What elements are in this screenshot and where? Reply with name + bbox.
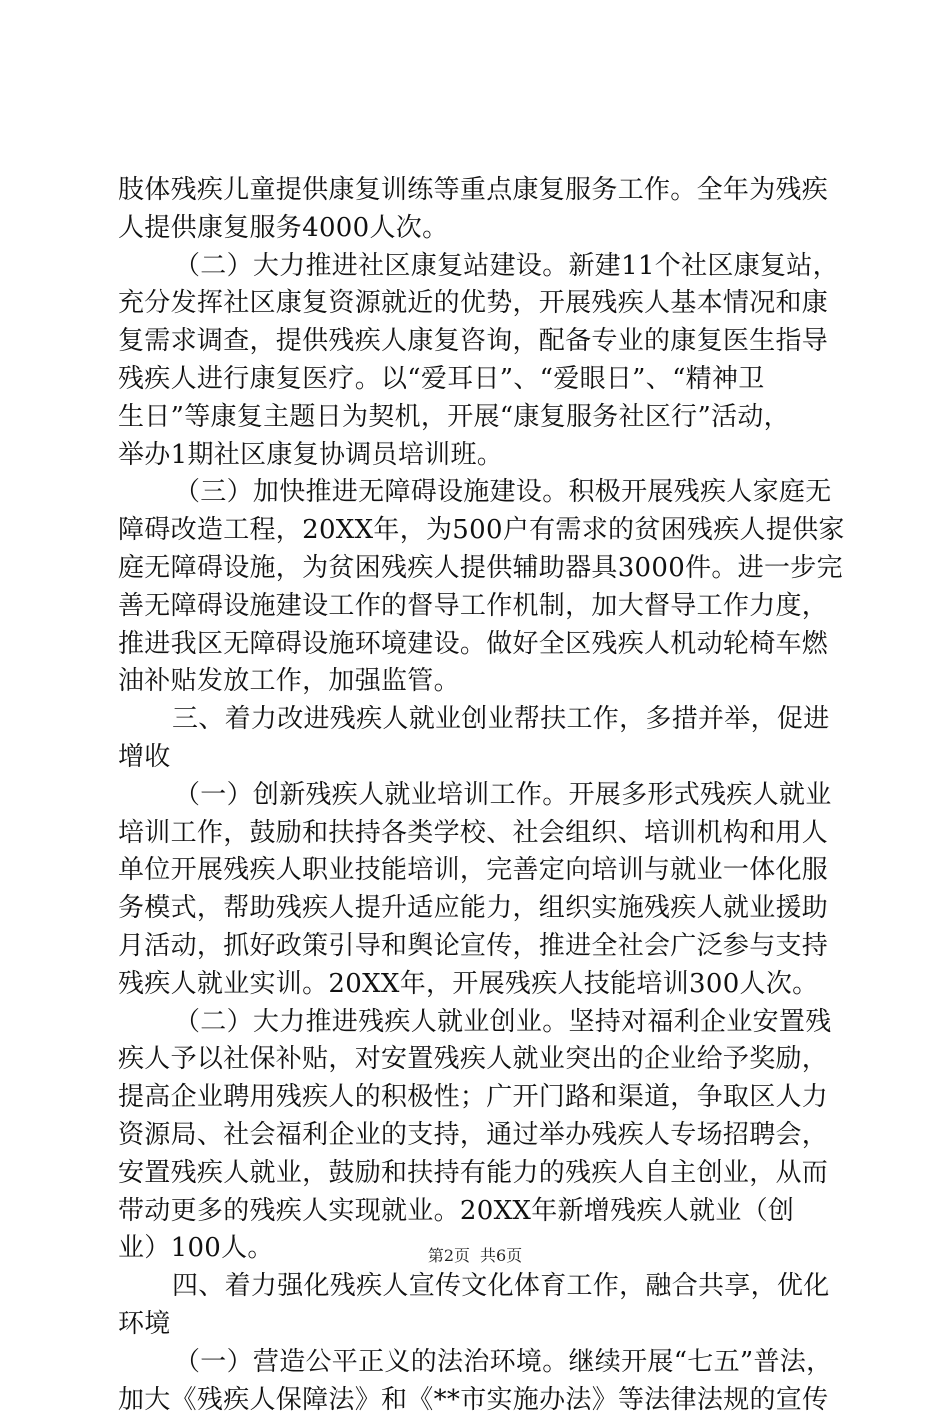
section-heading-line: 三、着力改进残疾人就业创业帮扶工作，多措并举，促进 xyxy=(118,701,834,739)
text-line: 肢体残疾儿童提供康复训练等重点康复服务工作。全年为残疾 xyxy=(118,172,834,210)
text-line: 人提供康复服务4000人次。 xyxy=(118,210,834,248)
section-heading-line: 环境 xyxy=(118,1306,834,1344)
text-line: 培训工作，鼓励和扶持各类学校、社会组织、培训机构和用人 xyxy=(118,815,834,853)
section-heading-line: 四、着力强化残疾人宣传文化体育工作，融合共享，优化 xyxy=(118,1268,834,1306)
page-number: 第2页 xyxy=(428,1246,470,1266)
text-line: 疾人予以社保补贴，对安置残疾人就业突出的企业给予奖励， xyxy=(118,1041,834,1079)
text-line: 月活动，抓好政策引导和舆论宣传，推进全社会广泛参与支持 xyxy=(118,928,834,966)
text-line: 推进我区无障碍设施环境建设。做好全区残疾人机动轮椅车燃 xyxy=(118,626,834,664)
text-line: 提高企业聘用残疾人的积极性；广开门路和渠道，争取区人力 xyxy=(118,1079,834,1117)
paragraph-start-line: （一）创新残疾人就业培训工作。开展多形式残疾人就业 xyxy=(118,777,834,815)
text-line: 充分发挥社区康复资源就近的优势，开展残疾人基本情况和康 xyxy=(118,285,834,323)
text-line: 加大《残疾人保障法》和《**市实施办法》等法律法规的宣传 xyxy=(118,1382,834,1419)
page-footer xyxy=(0,1246,950,1266)
text-line: 善无障碍设施建设工作的督导工作机制，加大督导工作力度， xyxy=(118,588,834,626)
text-line: 安置残疾人就业，鼓励和扶持有能力的残疾人自主创业，从而 xyxy=(118,1155,834,1193)
text-line: 残疾人进行康复医疗。以“爱耳日”、“爱眼日”、“精神卫 xyxy=(118,361,834,399)
section-heading-line: 增收 xyxy=(118,739,834,777)
text-line: 复需求调查，提供残疾人康复咨询，配备专业的康复医生指导 xyxy=(118,323,834,361)
text-line: 障碍改造工程，20XX年，为500户有需求的贫困残疾人提供家 xyxy=(118,512,834,550)
text-line: 油补贴发放工作，加强监管。 xyxy=(118,663,834,701)
text-line: 生日”等康复主题日为契机，开展“康复服务社区行”活动， xyxy=(118,399,834,437)
paragraph-start-line: （二）大力推进社区康复站建设。新建11个社区康复站， xyxy=(118,248,834,286)
text-line: 残疾人就业实训。20XX年，开展残疾人技能培训300人次。 xyxy=(118,966,834,1004)
text-line: 务模式，帮助残疾人提升适应能力，组织实施残疾人就业援助 xyxy=(118,890,834,928)
text-line: 资源局、社会福利企业的支持，通过举办残疾人专场招聘会， xyxy=(118,1117,834,1155)
text-line: 业）100人。 xyxy=(118,1230,834,1268)
paragraph-start-line: （三）加快推进无障碍设施建设。积极开展残疾人家庭无 xyxy=(118,474,834,512)
text-line: 举办1期社区康复协调员培训班。 xyxy=(118,437,834,475)
page-total: 共6页 xyxy=(480,1246,522,1266)
paragraph-start-line: （二）大力推进残疾人就业创业。坚持对福利企业安置残 xyxy=(118,1004,834,1042)
text-line: 带动更多的残疾人实现就业。20XX年新增残疾人就业（创 xyxy=(118,1193,834,1231)
text-line: 庭无障碍设施，为贫困残疾人提供辅助器具3000件。进一步完 xyxy=(118,550,834,588)
text-line: 单位开展残疾人职业技能培训，完善定向培训与就业一体化服 xyxy=(118,852,834,890)
paragraph-start-line: （一）营造公平正义的法治环境。继续开展“七五”普法， xyxy=(118,1344,834,1382)
document-body xyxy=(118,172,834,1419)
